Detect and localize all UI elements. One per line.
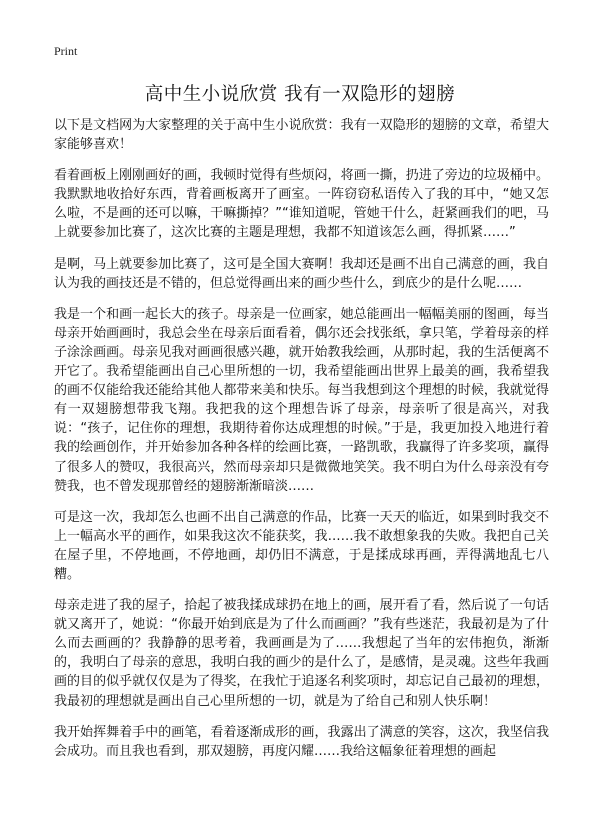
article-body — [54, 116, 549, 773]
paragraph-5: 母亲走进了我的屋子，拾起了被我揉成球扔在地上的画，展开看了看，然后说了一句话就又离开了，她说：“你最开始到底是为了什么而画画？”我有些迷茫，我最初是为了什么而去画画的？我静静的思考着，我画画是为了……我想起了当年的宏伟抱负，渐渐的，我明白了母亲的意思，我明白我的画少的是什么了，是感情，是灵魂。这些年我画画的目的似乎就仅仅是为了得奖，在我忙于追逐名利奖项时，却忘记自己最初的理想，我最初的理想就是画出自己心里所想的一切，就是为了给自己和别人快乐啊！ — [54, 598, 549, 709]
paragraph-intro: 以下是文档网为大家整理的关于高中生小说欣赏：我有一双隐形的翅膀的文章，希望大家能够喜欢！ — [54, 118, 549, 153]
paragraph-4: 可是这一次，我却怎么也画不出自己满意的作品，比赛一天天的临近，如果到时我交不上一幅高水平的画作，如果我这次不能获奖，我……我不敢想象我的失败。我把自己关在屋子里，不停地画，不停地画，却仍旧不满意，于是揉成球再画，弄得满地乱七八糟。 — [54, 509, 549, 582]
print-link[interactable]: Print — [54, 44, 78, 58]
paragraph-1: 看着画板上刚刚画好的画，我顿时觉得有些烦闷，将画一撕，扔进了旁边的垃圾桶中。我默默地收拾好东西，背着画板离开了画室。一阵窃窃私语传入了我的耳中，“她又怎么啦，不是画的还可以嘛，干嘛撕掉？”“谁知道呢，管她干什么，赶紧画我们的吧，马上就要参加比赛了，这次比赛的主题是理想，我都不知道该怎么画，得抓紧……” — [54, 168, 549, 241]
paragraph-6: 我开始挥舞着手中的画笔，看着逐渐成形的画，我露出了满意的笑容，这次，我坚信我会成功。而且我也看到，那双翅膀，再度闪耀……我给这幅象征着理想的画起 — [54, 724, 549, 759]
paragraph-3: 我是一个和画一起长大的孩子。母亲是一位画家，她总能画出一幅幅美丽的图画，每当母亲开始画画时，我总会坐在母亲后面看着，偶尔还会找张纸，拿只笔，学着母亲的样子涂涂画画。母亲见我对画画很感兴趣，就开始教我绘画，从那时起，我的生活便离不开它了。我希望能画出自己心里所想的一切，我希望能画出世界上最美的画，我希望我的画不仅能给我还能给其他人都带来美和快乐。每当我想到这个理想的时候，我就觉得有一双翅膀想带我飞翔。我把我的这个理想告诉了母亲，母亲听了很是高兴，对我说：“孩子，记住你的理想，我期待着你达成理想的时候。”于是，我更加投入地进行着我的绘画创作，并开始参加各种各样的绘画比赛，一路凯歌，我赢得了许多奖项，赢得了很多人的赞叹，我很高兴，然而母亲却只是微微地笑笑。我不明白为什么母亲没有夸赞我，也不曾发现那曾经的翅膀渐渐暗淡…… — [54, 306, 549, 494]
page-title: 高中生小说欣赏 我有一双隐形的翅膀 — [144, 84, 456, 105]
paragraph-2: 是啊，马上就要参加比赛了，这可是全国大赛啊！我却还是画不出自己满意的画，我自认为我的画技还是不错的，但总觉得画出来的画少些什么，到底少的是什么呢…… — [54, 256, 549, 291]
